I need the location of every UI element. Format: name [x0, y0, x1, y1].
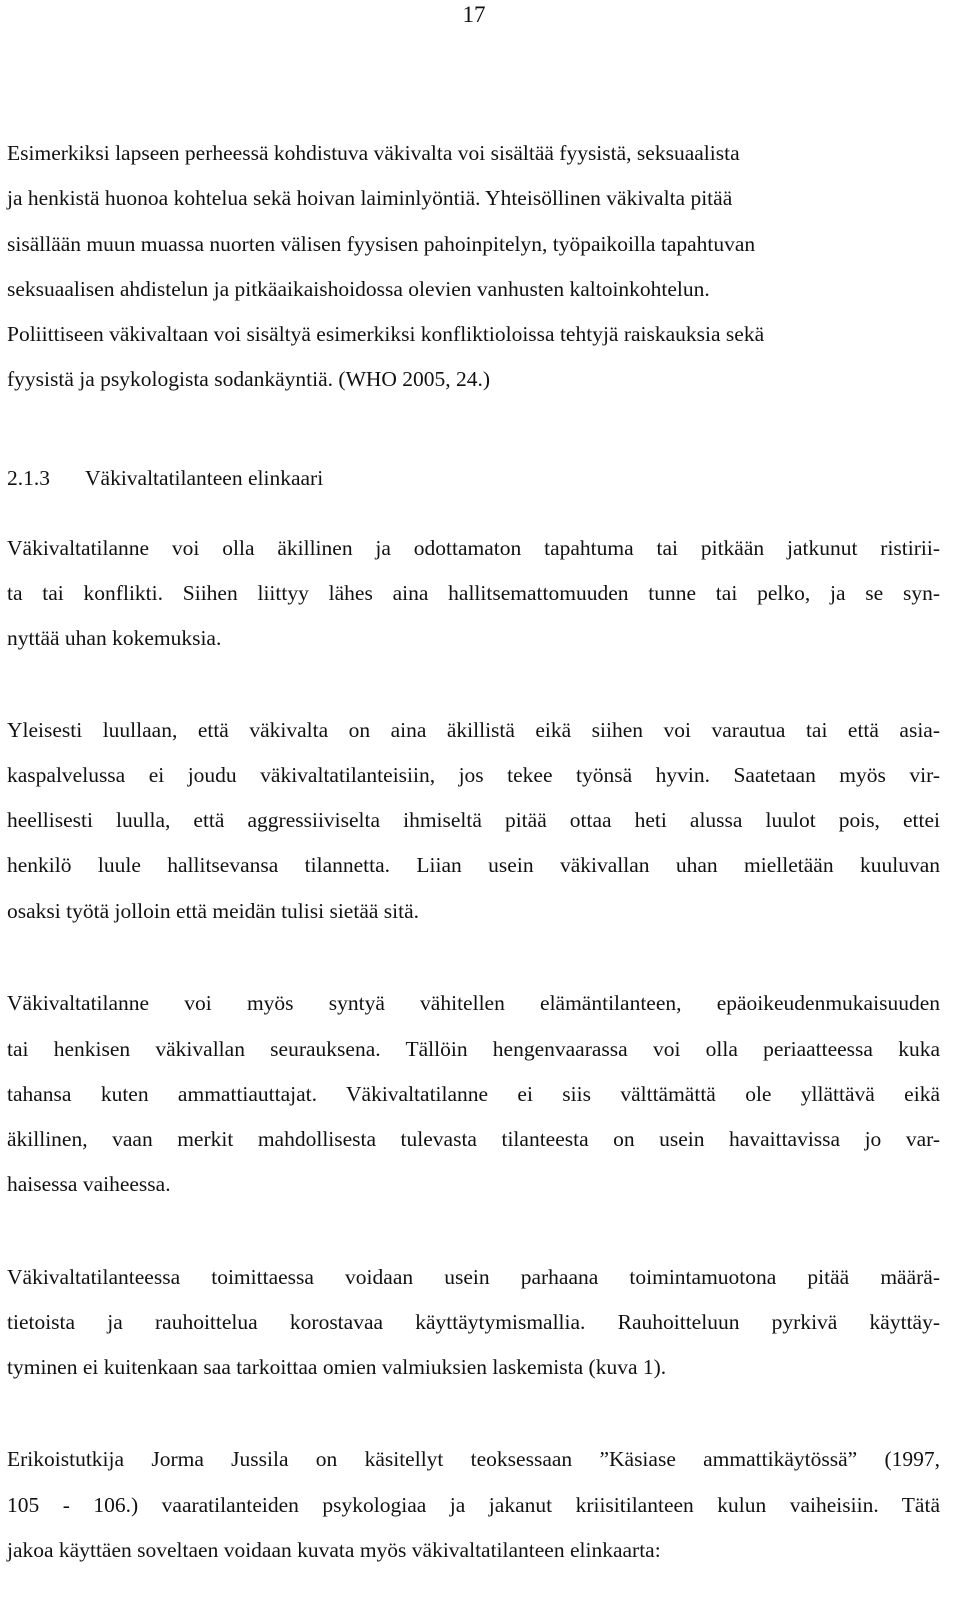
text-line: Esimerkiksi lapseen perheessä kohdistuva väkivalta voi sisältää fyysistä, seksuaalista [7, 141, 740, 165]
text-line: Poliittiseen väkivaltaan voi sisältyä esimerkiksi konfliktioloissa tehtyjä raiskauksia sekä [7, 322, 765, 346]
section-title: Väkivaltatilanteen elinkaari [85, 466, 324, 490]
text-line: ta tai konflikti. Siihen liittyy lähes aina hallitsemattomuuden tunne tai pelko, ja se syn- [7, 581, 940, 605]
text-line: jakoa käyttäen soveltaen voidaan kuvata myös väkivaltatilanteen elinkaarta: [7, 1538, 661, 1562]
text-line: nyttää uhan kokemuksia. [7, 626, 222, 650]
text-line: Väkivaltatilanne voi myös syntyä vähitellen elämäntilanteen, epäoikeudenmukaisuuden [7, 991, 940, 1015]
text-line: osaksi työtä jolloin että meidän tulisi sietää sitä. [7, 899, 420, 923]
text-line: fyysistä ja psykologista sodankäyntiä. (WHO 2005, 24.) [7, 367, 491, 391]
text-line: 105 - 106.) vaaratilanteiden psykologiaa ja jakanut kriisitilanteen kulun vaiheisiin. Tätä [7, 1493, 940, 1517]
section-number: 2.1.3 [7, 466, 50, 490]
text-line: äkillinen, vaan merkit mahdollisesta tulevasta tilanteesta on usein havaittavissa jo var- [7, 1127, 940, 1151]
text-line: Väkivaltatilanteessa toimittaessa voidaan usein parhaana toimintamuotona pitää määrä- [7, 1265, 940, 1289]
text-line: tahansa kuten ammattiauttajat. Väkivaltatilanne ei siis välttämättä ole yllättävä eikä [7, 1082, 940, 1106]
text-line: henkilö luule hallitsevansa tilannetta. Liian usein väkivallan uhan mielletään kuuluvan [7, 853, 940, 877]
text-line: sisällään muun muassa nuorten välisen fyysisen pahoinpitelyn, työpaikoilla tapahtuvan [7, 232, 756, 256]
text-line: tietoista ja rauhoittelua korostavaa käyttäytymismallia. Rauhoitteluun pyrkivä käyttäy- [7, 1310, 940, 1334]
text-line: Väkivaltatilanne voi olla äkillinen ja odottamaton tapahtuma tai pitkään jatkunut ristirii- [7, 536, 940, 560]
page-number: 17 [462, 2, 486, 27]
text-line: ja henkistä huonoa kohtelua sekä hoivan laiminlyöntiä. Yhteisöllinen väkivalta pitää [7, 186, 733, 210]
section-heading [7, 463, 323, 493]
text-line: seksuaalisen ahdistelun ja pitkäaikaishoidossa olevien vanhusten kaltoinkohtelun. [7, 277, 710, 301]
text-line: Erikoistutkija Jorma Jussila on käsitellyt teoksessaan ”Käsiase ammattikäytössä” (1997, [7, 1447, 940, 1471]
text-line: kaspalvelussa ei joudu väkivaltatilanteisiin, jos tekee työnsä hyvin. Saatetaan myös vir- [7, 763, 940, 787]
text-line: Yleisesti luullaan, että väkivalta on aina äkillistä eikä siihen voi varautua tai että asia- [7, 718, 940, 742]
text-line: haisessa vaiheessa. [7, 1172, 171, 1196]
text-line: tyminen ei kuitenkaan saa tarkoittaa omien valmiuksien laskemista (kuva 1). [7, 1355, 667, 1379]
text-line: tai henkisen väkivallan seurauksena. Tällöin hengenvaarassa voi olla periaatteessa kuka [7, 1037, 940, 1061]
text-line: heellisesti luulla, että aggressiiviselta ihmiseltä pitää ottaa heti alussa luulot pois, ettei [7, 808, 940, 832]
